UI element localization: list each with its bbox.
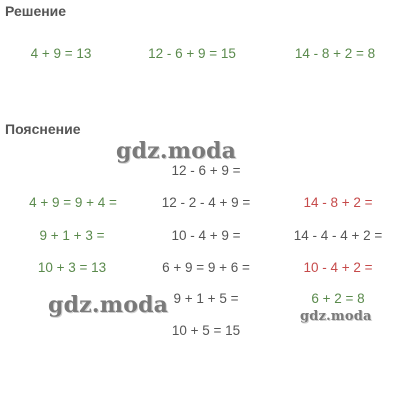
watermark-logo: gdz.moda xyxy=(48,292,169,318)
watermark-logo: gdz.moda xyxy=(300,309,372,324)
left-expression-2: 9 + 1 + 3 = xyxy=(39,228,105,243)
right-expression-3: 10 - 4 + 2 = xyxy=(303,260,373,275)
solution-expression-3: 14 - 8 + 2 = 8 xyxy=(294,46,376,61)
middle-expression-3: 6 + 9 = 9 + 6 = xyxy=(162,260,250,275)
right-expression-2: 14 - 4 - 4 + 2 = xyxy=(293,228,383,243)
explanation-heading: Пояснение xyxy=(5,121,81,137)
watermark-logo: gdz.moda xyxy=(116,138,237,164)
right-expression-1: 14 - 8 + 2 = xyxy=(303,195,373,210)
middle-expression-5: 10 + 5 = 15 xyxy=(171,323,241,338)
right-expression-4: 6 + 2 = 8 xyxy=(311,291,365,306)
solution-expression-1: 4 + 9 = 13 xyxy=(30,46,92,61)
middle-expression-2: 10 - 4 + 9 = xyxy=(171,228,241,243)
middle-expression-1: 12 - 2 - 4 + 9 = xyxy=(161,195,251,210)
explanation-center-top: 12 - 6 + 9 = xyxy=(171,163,241,178)
solution-expression-2: 12 - 6 + 9 = 15 xyxy=(148,46,236,61)
middle-expression-4: 9 + 1 + 5 = xyxy=(173,291,239,306)
left-expression-3: 10 + 3 = 13 xyxy=(37,260,107,275)
solution-heading: Решение xyxy=(5,3,67,19)
left-expression-1: 4 + 9 = 9 + 4 = xyxy=(29,195,117,210)
